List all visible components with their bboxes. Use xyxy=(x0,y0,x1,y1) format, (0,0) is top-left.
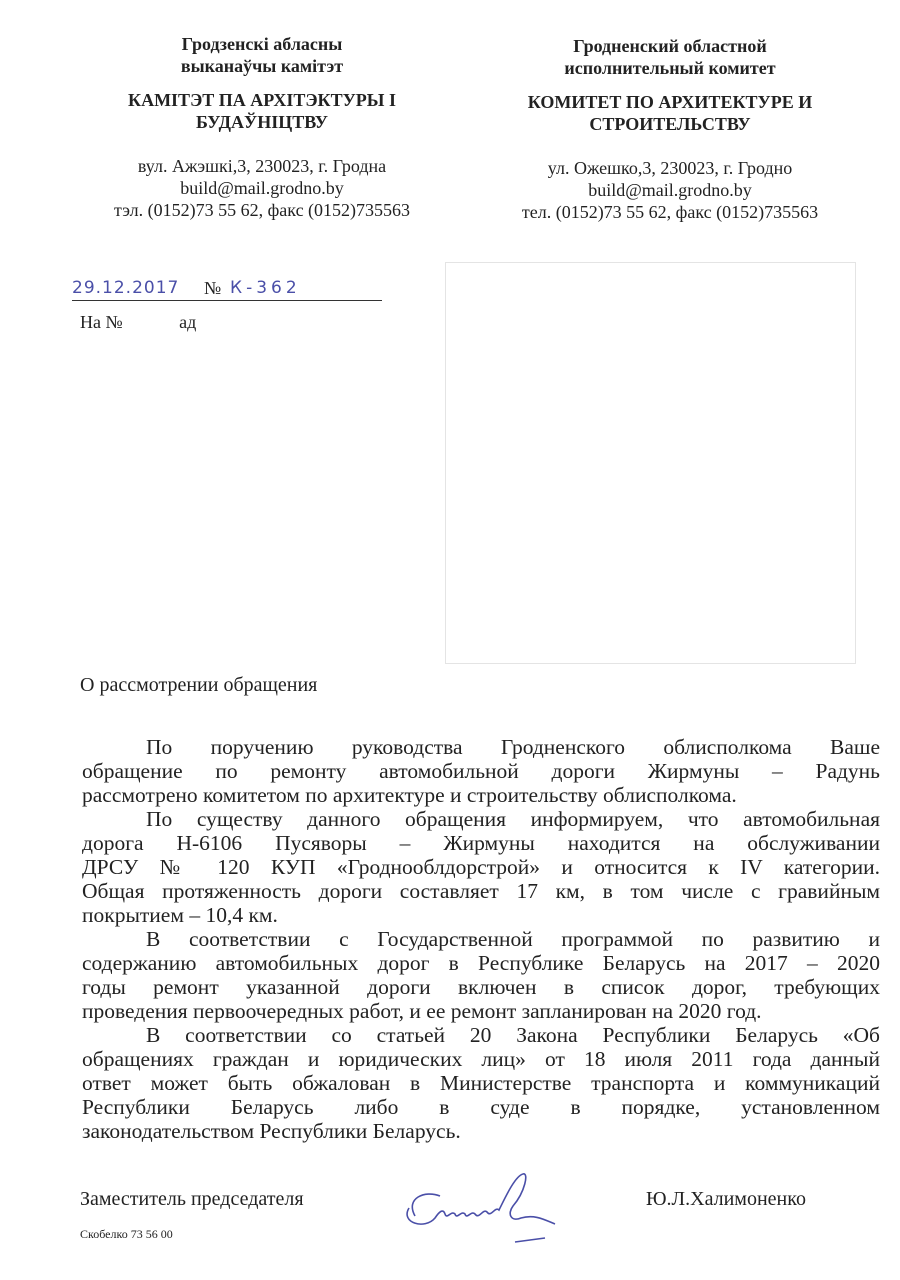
handwritten-date: 29.12.2017 xyxy=(72,278,180,298)
paragraph-line: рассмотрено комитетом по архитектуре и строительству облисполкома. xyxy=(82,783,737,807)
paragraph-line: обращениях граждан и юридических лиц» от 18 июля 2011 года данный xyxy=(82,1047,880,1071)
dept-line: БУДАЎНІЦТВУ xyxy=(195,112,329,132)
addressee-box xyxy=(445,262,856,664)
executor-contact: Скобелко 73 56 00 xyxy=(80,1227,173,1241)
header-left-belarusian xyxy=(62,33,462,221)
paragraph xyxy=(82,1023,880,1143)
phone: тэл. (0152)73 55 62, факс (0152)735563 xyxy=(113,200,411,220)
paragraph xyxy=(82,735,880,807)
paragraph-line: обращение по ремонту автомобильной дороги Жирмуны – Радунь xyxy=(82,759,880,783)
ref-from: ад xyxy=(179,312,197,332)
paragraph-line: содержанию автомобильных дорог в Республике Беларусь на 2017 – 2020 xyxy=(82,951,880,975)
paragraph-line: дорога Н-6106 Пусяворы – Жирмуны находится на обслуживании xyxy=(82,831,880,855)
paragraph xyxy=(82,807,880,927)
paragraph-line: По поручению руководства Гродненского облисполкома Ваше xyxy=(146,735,880,759)
paragraph-line: В соответствии с Государственной программой по развитию и xyxy=(146,927,880,951)
paragraph xyxy=(82,927,880,1023)
dept-line: КАМІТЭТ ПА АРХІТЭКТУРЫ І xyxy=(128,90,396,110)
dept-line: КОМИТЕТ ПО АРХИТЕКТУРЕ И xyxy=(527,92,813,112)
dept-line: СТРОИТЕЛЬСТВУ xyxy=(589,114,751,134)
paragraph-line: В соответствии со статьей 20 Закона Республики Беларусь «Об xyxy=(146,1023,880,1047)
signatory-name: Ю.Л.Халимоненко xyxy=(646,1188,806,1210)
reference-line xyxy=(80,312,196,333)
letter-body xyxy=(82,735,880,1143)
ref-label: На № xyxy=(80,312,123,332)
number-sign: № xyxy=(204,278,222,298)
phone: тел. (0152)73 55 62, факс (0152)735563 xyxy=(521,202,819,222)
paragraph-line: законодательством Республики Беларусь. xyxy=(82,1119,461,1143)
paragraph-line: По существу данного обращения информируем, что автомобильная xyxy=(146,807,880,831)
org-line: Гродзенскі абласны xyxy=(181,34,343,54)
org-line: исполнительный комитет xyxy=(564,58,776,78)
paragraph-line: ответ может быть обжалован в Министерстве транспорта и коммуникаций xyxy=(82,1071,880,1095)
email: build@mail.grodno.by xyxy=(180,178,344,198)
address: вул. Ажэшкі,3, 230023, г. Гродна xyxy=(137,156,387,176)
handwritten-signature xyxy=(395,1168,595,1248)
paragraph-line: ДРСУ № 120 КУП «Гроднооблдорстрой» и относится к IV категории. xyxy=(82,855,880,879)
registration-line xyxy=(72,276,382,301)
header-right-russian xyxy=(465,35,875,223)
signatory-title: Заместитель председателя xyxy=(80,1188,304,1210)
paragraph-line: покрытием – 10,4 км. xyxy=(82,903,278,927)
paragraph-line: годы ремонт указанной дороги включен в список дорог, требующих xyxy=(82,975,880,999)
address: ул. Ожешко,3, 230023, г. Гродно xyxy=(547,158,793,178)
paragraph-line: Республики Беларусь либо в суде в порядке, установленном xyxy=(82,1095,880,1119)
subject: О рассмотрении обращения xyxy=(80,674,318,696)
email: build@mail.grodno.by xyxy=(588,180,752,200)
org-line: выканаўчы камітэт xyxy=(180,56,344,76)
paragraph-line: проведения первоочередных работ, и ее ремонт запланирован на 2020 год. xyxy=(82,999,762,1023)
handwritten-number: К-362 xyxy=(230,278,301,298)
paragraph-line: Общая протяженность дороги составляет 17 км, в том числе с гравийным xyxy=(82,879,880,903)
org-line: Гродненский областной xyxy=(573,36,767,56)
